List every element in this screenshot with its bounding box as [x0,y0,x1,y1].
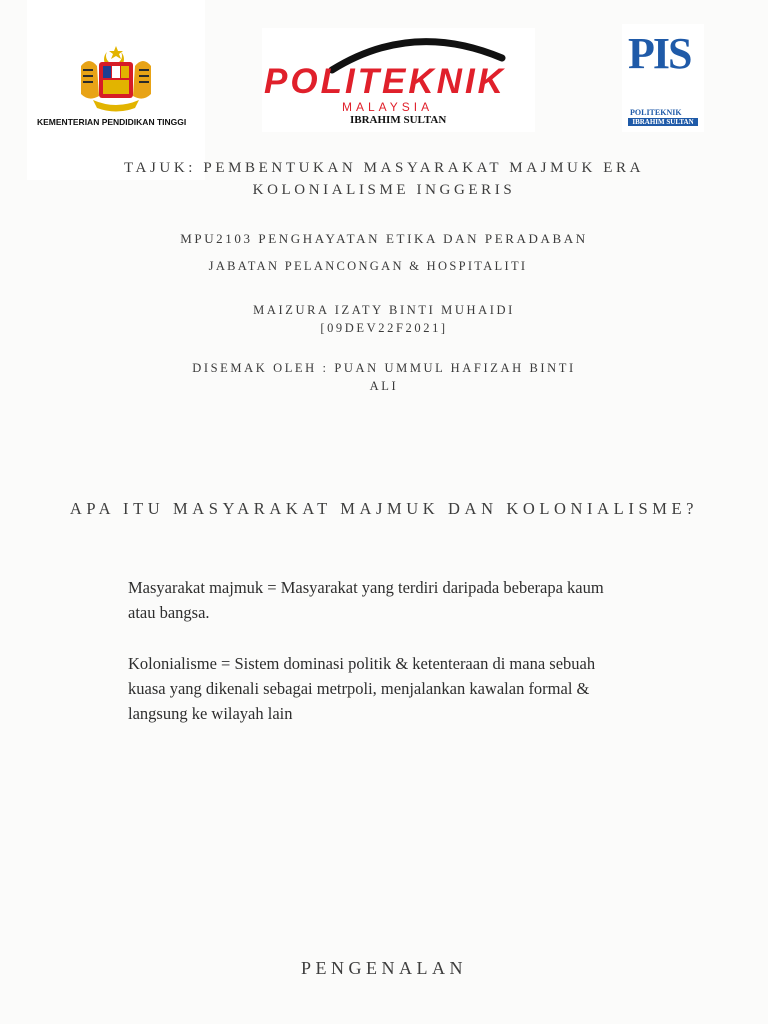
pis-line2: IBRAHIM SULTAN [628,118,698,126]
pis-logo [622,24,704,132]
kpt-logo [27,0,205,180]
politeknik-logo [262,28,535,132]
course-name: MPU2103 PENGHAYATAN ETIKA DAN PERADABAN [180,231,588,246]
politeknik-country: MALAYSIA [342,100,434,114]
student-id: [09DEV22F2021] [320,321,448,335]
definition-kolonialisme: Kolonialisme = Sistem dominasi politik & ketenteraan di mana sebuah kuasa yang dikenali sebagai metrpoli, menjalankan kawalan formal & langsung ke wilayah lain [128,654,596,723]
supervisor-line-2: ALI [369,379,399,393]
supervisor-line-1: DISEMAK OLEH : PUAN UMMUL HAFIZAH BINTI [192,361,576,375]
student-name: MAIZURA IZATY BINTI MUHAIDI [253,303,515,317]
politeknik-campus: IBRAHIM SULTAN [350,114,447,126]
politeknik-wordmark: POLITEKNIK [264,62,506,101]
pis-letters: PIS [628,29,691,78]
title-line-2: KOLONIALISME INGGERIS [252,182,516,198]
definition-masyarakat-majmuk: Masyarakat majmuk = Masyarakat yang terdiri daripada beberapa kaum atau bangsa. [128,578,604,622]
kpt-caption: KEMENTERIAN PENDIDIKAN TINGGI [37,117,187,127]
section-heading: APA ITU MASYARAKAT MAJMUK DAN KOLONIALISME? [69,499,699,518]
footer-heading: PENGENALAN [301,958,467,978]
department-name: JABATAN PELANCONGAN & HOSPITALITI [208,259,528,273]
title-line-1: TAJUK: PEMBENTUKAN MASYARAKAT MAJMUK ERA [123,160,645,176]
pis-line1: POLITEKNIK [630,108,682,117]
malaysia-coat-of-arms-icon [27,0,205,120]
